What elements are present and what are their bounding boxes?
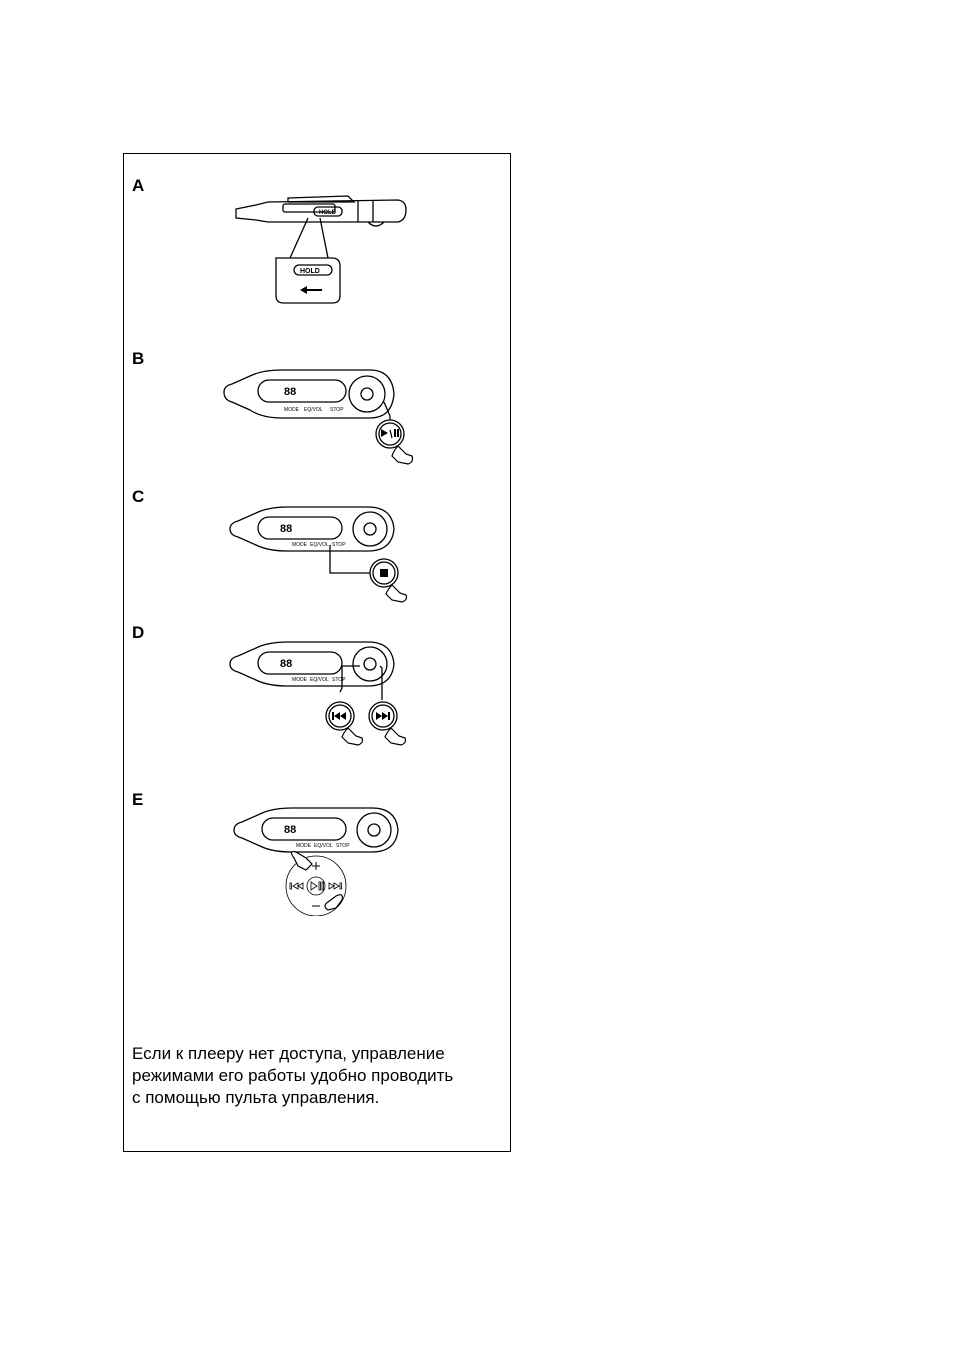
hand-pointer-icon bbox=[342, 728, 363, 745]
stop-label: STOP bbox=[330, 407, 344, 413]
mode-label: MODE bbox=[296, 843, 311, 849]
mode-label: MODE bbox=[284, 407, 299, 413]
hand-pointer-icon bbox=[385, 728, 406, 745]
caption-text bbox=[132, 1043, 504, 1109]
hold-text: HOLD bbox=[300, 268, 320, 275]
eq-label: EQ/VOL bbox=[310, 542, 329, 548]
stop-figure bbox=[228, 505, 418, 603]
eq-label: EQ/VOL bbox=[304, 407, 323, 413]
section-label-d: D bbox=[132, 623, 145, 642]
lcd-digits: 88 bbox=[280, 658, 293, 670]
caption-line-2: режимами его работы удобно проводить bbox=[132, 1066, 454, 1085]
play-pause-figure bbox=[222, 366, 417, 466]
section-label-c: C bbox=[132, 487, 145, 506]
eq-label: EQ/VOL bbox=[314, 843, 333, 849]
caption-line-3: с помощью пульта управления. bbox=[132, 1088, 380, 1107]
volume-figure bbox=[232, 806, 412, 916]
mode-label: MODE bbox=[292, 542, 307, 548]
hold-text-small: HOLD bbox=[319, 210, 336, 216]
hand-pointer-icon bbox=[392, 446, 413, 464]
mode-label: MODE bbox=[292, 677, 307, 683]
eq-label: EQ/VOL bbox=[310, 677, 329, 683]
stop-label: STOP bbox=[336, 843, 350, 849]
skip-figure bbox=[228, 640, 418, 748]
stop-label: STOP bbox=[332, 542, 346, 548]
lcd-digits: 88 bbox=[284, 386, 297, 398]
lcd-digits: 88 bbox=[284, 824, 297, 836]
section-label-a: A bbox=[132, 176, 145, 195]
section-label-b: B bbox=[132, 349, 145, 368]
lcd-digits: 88 bbox=[280, 523, 293, 535]
stop-label: STOP bbox=[332, 677, 346, 683]
caption-line-1: Если к плееру нет доступа, управление bbox=[132, 1044, 445, 1063]
hold-switch-figure bbox=[228, 192, 418, 308]
hand-pointer-icon bbox=[386, 585, 407, 602]
section-label-e: E bbox=[132, 790, 144, 809]
stop-icon bbox=[380, 569, 388, 577]
